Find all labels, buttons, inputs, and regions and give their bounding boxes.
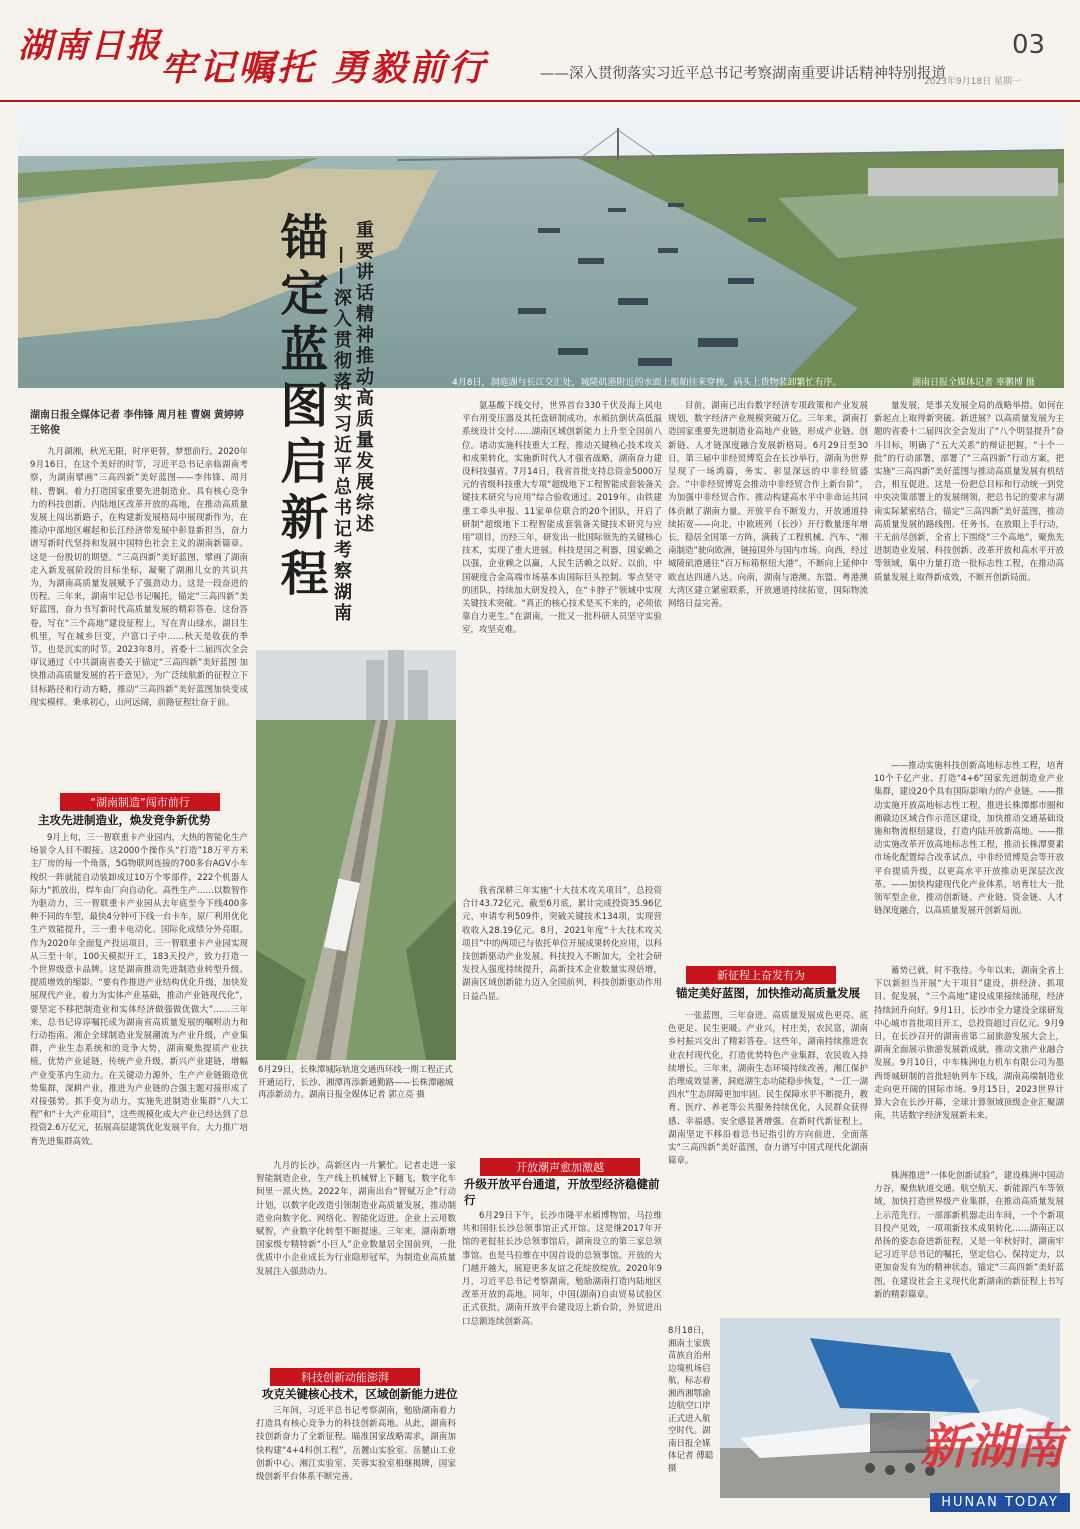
paragraph: 一张蓝图，三年奋进。高质量发展成色更亮、底色更足、民生更暖。产业兴，村庄美，农民富，湖南乡村振兴交出了精彩答卷。这些年，湖南持续推进农业农村现代化，打造优势特色产业集群，农民收入持续增长。三年来，湖南生态环境持续改善，湘江保护治理成效显著，洞庭湖生态功能稳步恢复，“一江一湖四水”生态屏障更加牢固。民生保障水平不断提升，教育、医疗、养老等公共服务持续优化，人民群众获得感、幸福感、安全感显著增强。在新时代新征程上，湖南坚定不移沿着总书记指引的方向前进，全面落实“三高四新”美好蓝图，奋力谱写中国式现代化湖南篇章。 [668, 1011, 868, 1167]
text-column-3d [462, 1210, 662, 1520]
text-column-5d [874, 1170, 1064, 1315]
hero-caption: 4月8日，洞庭湖与长江交汇处，城陵矶港附近的水面上船舶往来穿梭，码头上货物装卸繁忙有序。 [452, 378, 842, 388]
section-label: 科技创新动能澎湃 [270, 1368, 420, 1386]
page-number: 03 [1012, 30, 1046, 60]
section-heading: 锚定美好蓝图，加快推动高质量发展 [676, 986, 860, 1000]
text-column-4c [668, 1010, 868, 1315]
rail-photo-image [256, 650, 456, 1060]
rail-photo [256, 650, 456, 1060]
section-label: “湖南制造”闯市前行 [60, 793, 220, 811]
text-column-5c [874, 965, 1064, 1165]
text-column-2a [256, 1160, 456, 1365]
paragraph: ——推动实施科技创新高地标志性工程，培育10个千亿产业、打造“4+6”国家先进制造业产业集群，建设20个具有国际影响力的产业链。——推动实施开放高地标志性工程，推进长株潭都市圈和湘赣边区域合作示范区建设，加快推动交通基础设施和物流枢纽建设，打造内陆开放新高地。——推动实施改革开放高地标志性工程，推动长株潭要素市场化配置综合改革试点，中非经贸博览会等开放平台提质升级，以更高水平开放推动更深层次改革。——加快构建现代化产业体系，培育壮大一批领军型企业，推动创新链、产业链、资金链、人才链深度融合，以高质量发展开创新局面。 [874, 761, 1064, 917]
paragraph: 九月的长沙，高新区内一片繁忙。记者走进一家智能制造企业，生产线上机械臂上下翻飞，数字化车间里一派火热。2022年，湖南出台“智赋万企”行动计划，以数字化改造引领制造业高质量发展，推动制造业向数字化、网络化、智能化迈进。企业上云用数赋智，产业数字化转型不断提速。三年来，湖南新增国家级专精特新“小巨人”企业数量居全国前列，一批优质中小企业成长为行业隐形冠军，为制造业高质量发展注入强劲动力。 [256, 1161, 456, 1277]
hero-photo-frame [18, 108, 1064, 388]
text-column-4a [668, 400, 868, 960]
page-subslogan: ——深入贯彻落实习近平总书记考察湖南重要讲话精神特别报道 [540, 66, 946, 82]
article-subtitle: 重要讲话精神推动高质量发展综述 [353, 220, 374, 535]
byline: 湖南日报全媒体记者 李伟锋 周月桂 曹娴 黄婷婷 王铭俊 [30, 410, 244, 436]
paragraph: 我省深耕三年实施“十大技术攻关项目”，总投资合计43.72亿元，截至6月底，累计完成投资35.96亿元，申请专利509件，突破关键技术134项，实现营收收入28.19亿元。8月，2021年度“十大技术攻关项目”中的两项已与依托单位开展成果转化应用，以科技创新驱动产业发展。科技投入不断加大，全社会研发投入强度持续提升，高新技术企业数量实现倍增，湖南区域创新能力迈入全国前列，科技创新驱动作用日益凸显。 [462, 886, 662, 1002]
paragraph: 三年间，习近平总书记考察湖南，勉励湖南着力打造具有核心竞争力的科技创新高地。从此，湖南科技创新奋力了全新征程。瞄准国家战略需求，湖南加快构建“4+4科创工程”，岳麓山实验室、岳麓山工业创新中心、湘江实验室、芙蓉实验室相继揭牌，国家级创新平台体系不断完善。 [256, 1406, 456, 1483]
plane-photo-caption: 8月18日，湘南土家族苗族自治州边境机场启航，标志着湘西湘鄂渝边航空口岸正式进入航空时代。湖南日报全媒体记者 傅聪 摄 [668, 1326, 714, 1474]
hunan-today-watermark: 新湖南 [920, 1419, 1065, 1475]
paragraph: 氨基酸下线交付，世界首台330千伏及海上风电平台用变压器及其托盘研制成功，水稻抗倒伏高低温系统设计交付……湖南区域创新能力上升至全国前八位。诸动实施科技重大工程，推动关键核心技术攻关和成果转化，实施新时代人才强省战略，湖南奋力建设科技强省。7月14日，我省首批支持总资金5000万元的省级科技重大专项“超级地下工程智能成套装备关键技术研究与应用”综合验收通过。2019年，由铁建重工牵头申报、11家单位联合的20个团队，开启了研制“超级地下工程智能成套装备关键技术研究与应用”项目，历经三年，研发出一批国际领先的关键核心技术，实现了重大进展。科技是国之利器，国家赖之以强，企业赖之以赢，人民生活赖之以好。以前，中国硬度合金高端市场基本由国际巨头控制。零点坚守的团队，持续加大研发投入，在“卡脖子”领域中实现关键技术突破。“真正的核心技术是买不来的，必须依靠自力更生。”在湖南，一批又一批科研人员坚守实验室，攻坚克难。 [462, 401, 662, 636]
newspaper-logo: 湖南日报 [18, 26, 162, 66]
paragraph: 6月29日下午，长沙市隆平水稻博物馆，马拉维共和国驻长沙总领事馆正式开馆。这是继2017年开馆的老挝驻长沙总领事馆后，湖南设立的第三家总领事馆。也是马拉维在中国首设的总领事馆。开放的大门越开越大，展迎更多友谊之花绽放绽放。2020年9月，习近平总书记考察湖南，勉励湖南打造内陆地区改革开放的高地。同年，中国(湖南)自由贸易试验区正式获批，湖南开放平台建设迈上新台阶，外贸进出口总额连续创新高。 [462, 1211, 662, 1327]
section-heading: 攻克关键核心技术，区域创新能力进位 [262, 1387, 458, 1401]
section-label: 开放潮声愈加激越 [480, 1158, 640, 1176]
page-slogan: 牢记嘱托 勇毅前行 [160, 48, 488, 89]
paragraph: 九月湖湘，秋光无限，时序更替，梦想前行。2020年9月16日，在这个美好的时节，习近平总书记亲临湖南考察，为湖南擘画“三高四新”美好蓝图——李伟锋、周月桂、曹娴。着力打造国家重要先进制造业、具有核心竞争力的科技创新、内陆地区改革开放的高地，在推动高质量发展上闯出新路子，在构建新发展格局中展现新作为，在推动中部地区崛起和长江经济带发展中彰显新担当，奋力谱写新时代坚持和发展中国特色社会主义的湖南新篇章。这是一份殷切的期望。“三高四新”美好蓝图，擘画了湖南走入新发展阶段的目标坐标，凝聚了湖湘儿女的共识共为，为湖南高质量发展赋予了强劲动力。这是一段奋进的历程。三年来，湖南牢记总书记嘱托，锚定“三高四新”美好蓝图，奋力书写新时代高质量发展的精彩答卷。这份答卷，写在“三个高地”建设征程上，写在青山绿水，湖目生机里，写在城乡巨变，户富口子中……秋天是收获的季节，也是沉实的时节。2023年8月，省委十二届四次全会审议通过《中共湖南省委关于锚定“三高四新”美好蓝图 加快推动高质量发展的若干意见》，为广泛续航新的征程立下目标路径和行动方略，推动“三高四新”美好蓝图加快变成现实模样。秉承初心，山河远阔，前路征程壮奋于前。 [30, 447, 248, 708]
text-column-5a [874, 400, 1064, 755]
text-column-5b [874, 760, 1064, 960]
section-label: 新征程上奋发有为 [686, 966, 836, 984]
section-heading: 升级开放平台通道，开放型经济稳健前行 [464, 1177, 660, 1207]
page-date: 2023年9月18日 星期一 [924, 77, 1021, 87]
text-column-2b [256, 1405, 456, 1523]
paragraph: 株洲推进“一体化创新试验”，建设株洲中国动力谷，聚焦轨道交通、航空航天、新能源汽车等领域，加快打造世界级产业集群，在推动高质量发展上示范先行。一部部新机器走出车间，一个个新项目投产见效，一项项新技术成果转化……湖南正以昂扬的姿态奋进新征程，又是一年秋好时，湖南牢记习近平总书记的嘱托，坚定信心、保持定力，以更加奋发有为的精神状态，锚定“三高四新”美好蓝图，在建设社会主义现代化新湖南的新征程上书写新的精彩篇章。 [874, 1171, 1064, 1300]
text-column-3b [462, 885, 662, 1145]
text-column-1b [30, 832, 248, 1482]
section-heading: 主攻先进制造业，焕发竞争新优势 [38, 813, 211, 827]
hero-photo-credit: 湖南日报全媒体记者 辜鹏博 摄 [912, 378, 1035, 388]
text-column-1a [30, 446, 248, 788]
rail-photo-caption: 6月29日，长株潭城际轨道交通西环线一期工程正式开通运行，长沙、湘潭再添新通勤路——长株潭融城再添新动力。湖南日报全媒体记者 郭立亮 摄 [258, 1065, 454, 1100]
paragraph: 量发展，是事关发展全局的战略举措。如何在新起点上取得新突破、新进展？以高质量发展为主题的省委十二届四次全会发出了“八个明显提升”奋斗目标，明确了“五大关系”的辩证把握，“十个一批”的行动部署，部署了“三高四新”行动方案，把实施“三高四新”美好蓝图与推动高质量发展有机结合，相互促进。这是一份把总目标和行动统一到党中央决策部署上的发展纲领，把总书记的要求与湖南实际紧密结合，锚定“三高四新”美好蓝图，推动高质量发展的路线图、任务书。在放眼上手行动，干无前尽创新，全省上下围绕“三个高地”，聚焦先进制造业发展、科技创新、改革开放和高水平开放等领域，集中力量打造一批标志性工程，在推动高质量发展上取得新成效，不断开创新局面。 [874, 401, 1064, 583]
article-subtitle-2: ——深入贯彻落实习近平总书记考察湖南 [331, 246, 352, 624]
hero-photo [18, 108, 1064, 388]
hunan-today-watermark-en: HUNAN TODAY [930, 1493, 1070, 1512]
paragraph: 9月上旬，三一智联重卡产业园内，大热的智能化生产场景令人目不暇接。这2000个操作头“打造”18万平方米主厂房的每一个角落，5G物联网连接的700多台AGV小车梭织一阵就能自动装卸成过10万个零部件，222个机器人际力“抓放出，焊车由厂向自动化、高性生产……以数智作为驱动力，三一智联重卡产业园从去年底至今下线400多种不同的车型，最快4分钟可下线一台卡车，原厂利用优化生产效能提升，三一重卡电动化、国际化成绩分外亮眼。作为2020年全面复产投运项目，三一智联重卡产业园实现从三至十年，100天模拟开工，183天投产，致力打造一个世界级意卡品牌。这是湖南推动先进制造业转型升级、提质增效的缩影。“要有作推进产业结构优化升级，加快发展现代产业，着力为实体产业基础，推动产业链现代化”，要坚定不移把制造业和实体经济做强做优做大”……三年来，总书记谆谆嘱托成为湖南省高质量发展的嘱咐动力和行动指南。湘企全球制造业发展潮流为产业升级，产业集群，产业生态系统和的竞争大势，湖南聚焦提质产业扶植，优势产业延链，传统产业升级，新兴产业建链，增幅产业变革内生动力。在关键动力源外，生产产业链锻造优势集群，深耕产业，推进为产业链的合强主题对接形成了对接强势。抓手变为动力，实施先进制造业集群“八大工程”和“十大产业项目”，这些规模化成大产业已经达到了总投资2.6万亿元，拓展高层建筑优化发展平台，大力推广培育先进集群高效。 [30, 833, 248, 1147]
article-title: 锚定蓝图启新程 [272, 212, 328, 604]
paragraph: 目前，湖南已出台数字经济专项政策和产业发展规划，数字经济产业规模突破万亿。三年来，湖南打造国家重要先进制造业高地产业链，形成产业链、创新链、人才链深度融合发展新格局。6月29日至30日，第三届中非经贸博览会在长沙举行，湖南为世界呈现了一场鸿篇，务实、彰显深远的中非经贸盛会。“中非经贸博览会推动中非经贸合作上新台阶”，为加强中非经贸合作、推动构建高水平中非命运共同体贡献了湖南力量。开放平台不断发力，开放通道持续拓宽——向北，中欧班列（长沙）开行数量逐年增长，稳居全国第一方阵，满载了工程机械、汽车、“湘南制造”驶向欧洲，链接国外与国内市场。向西，经过城陵矶港通往“百万标箱枢纽大港”，不断向上延伸中欧直达四通八达。向南，湖南与港澳、东盟、粤港澳大湾区建立紧密联系，开放通道持续拓宽，国际物流网络日益完善。 [668, 401, 868, 610]
paragraph: 蓄势已就，时不我待。今年以来，湖南全省上下以新担当开展“大干项目”建设，拼经济、抓项目、促发展，“三个高地”建设成果接续涌现，经济持续回升向好。9月1日，长沙市全力建设全球研发中心城市首批项目开工，总投资超过百亿元。9月9日，在长沙召开的湖南省第二届旅游发展大会上，湖南全面展示旅游发展新成就，推动文旅产业融合发展。9月10日，中车株洲电力机车有限公司为墨西哥城研制的首批轻轨列车下线，湖南高端制造业走向更开阔的国际市场。9月15日，2023世界计算大会在长沙开幕，全球计算领域顶级企业汇聚湖南，共话数字经济发展新未来。 [874, 966, 1064, 1122]
